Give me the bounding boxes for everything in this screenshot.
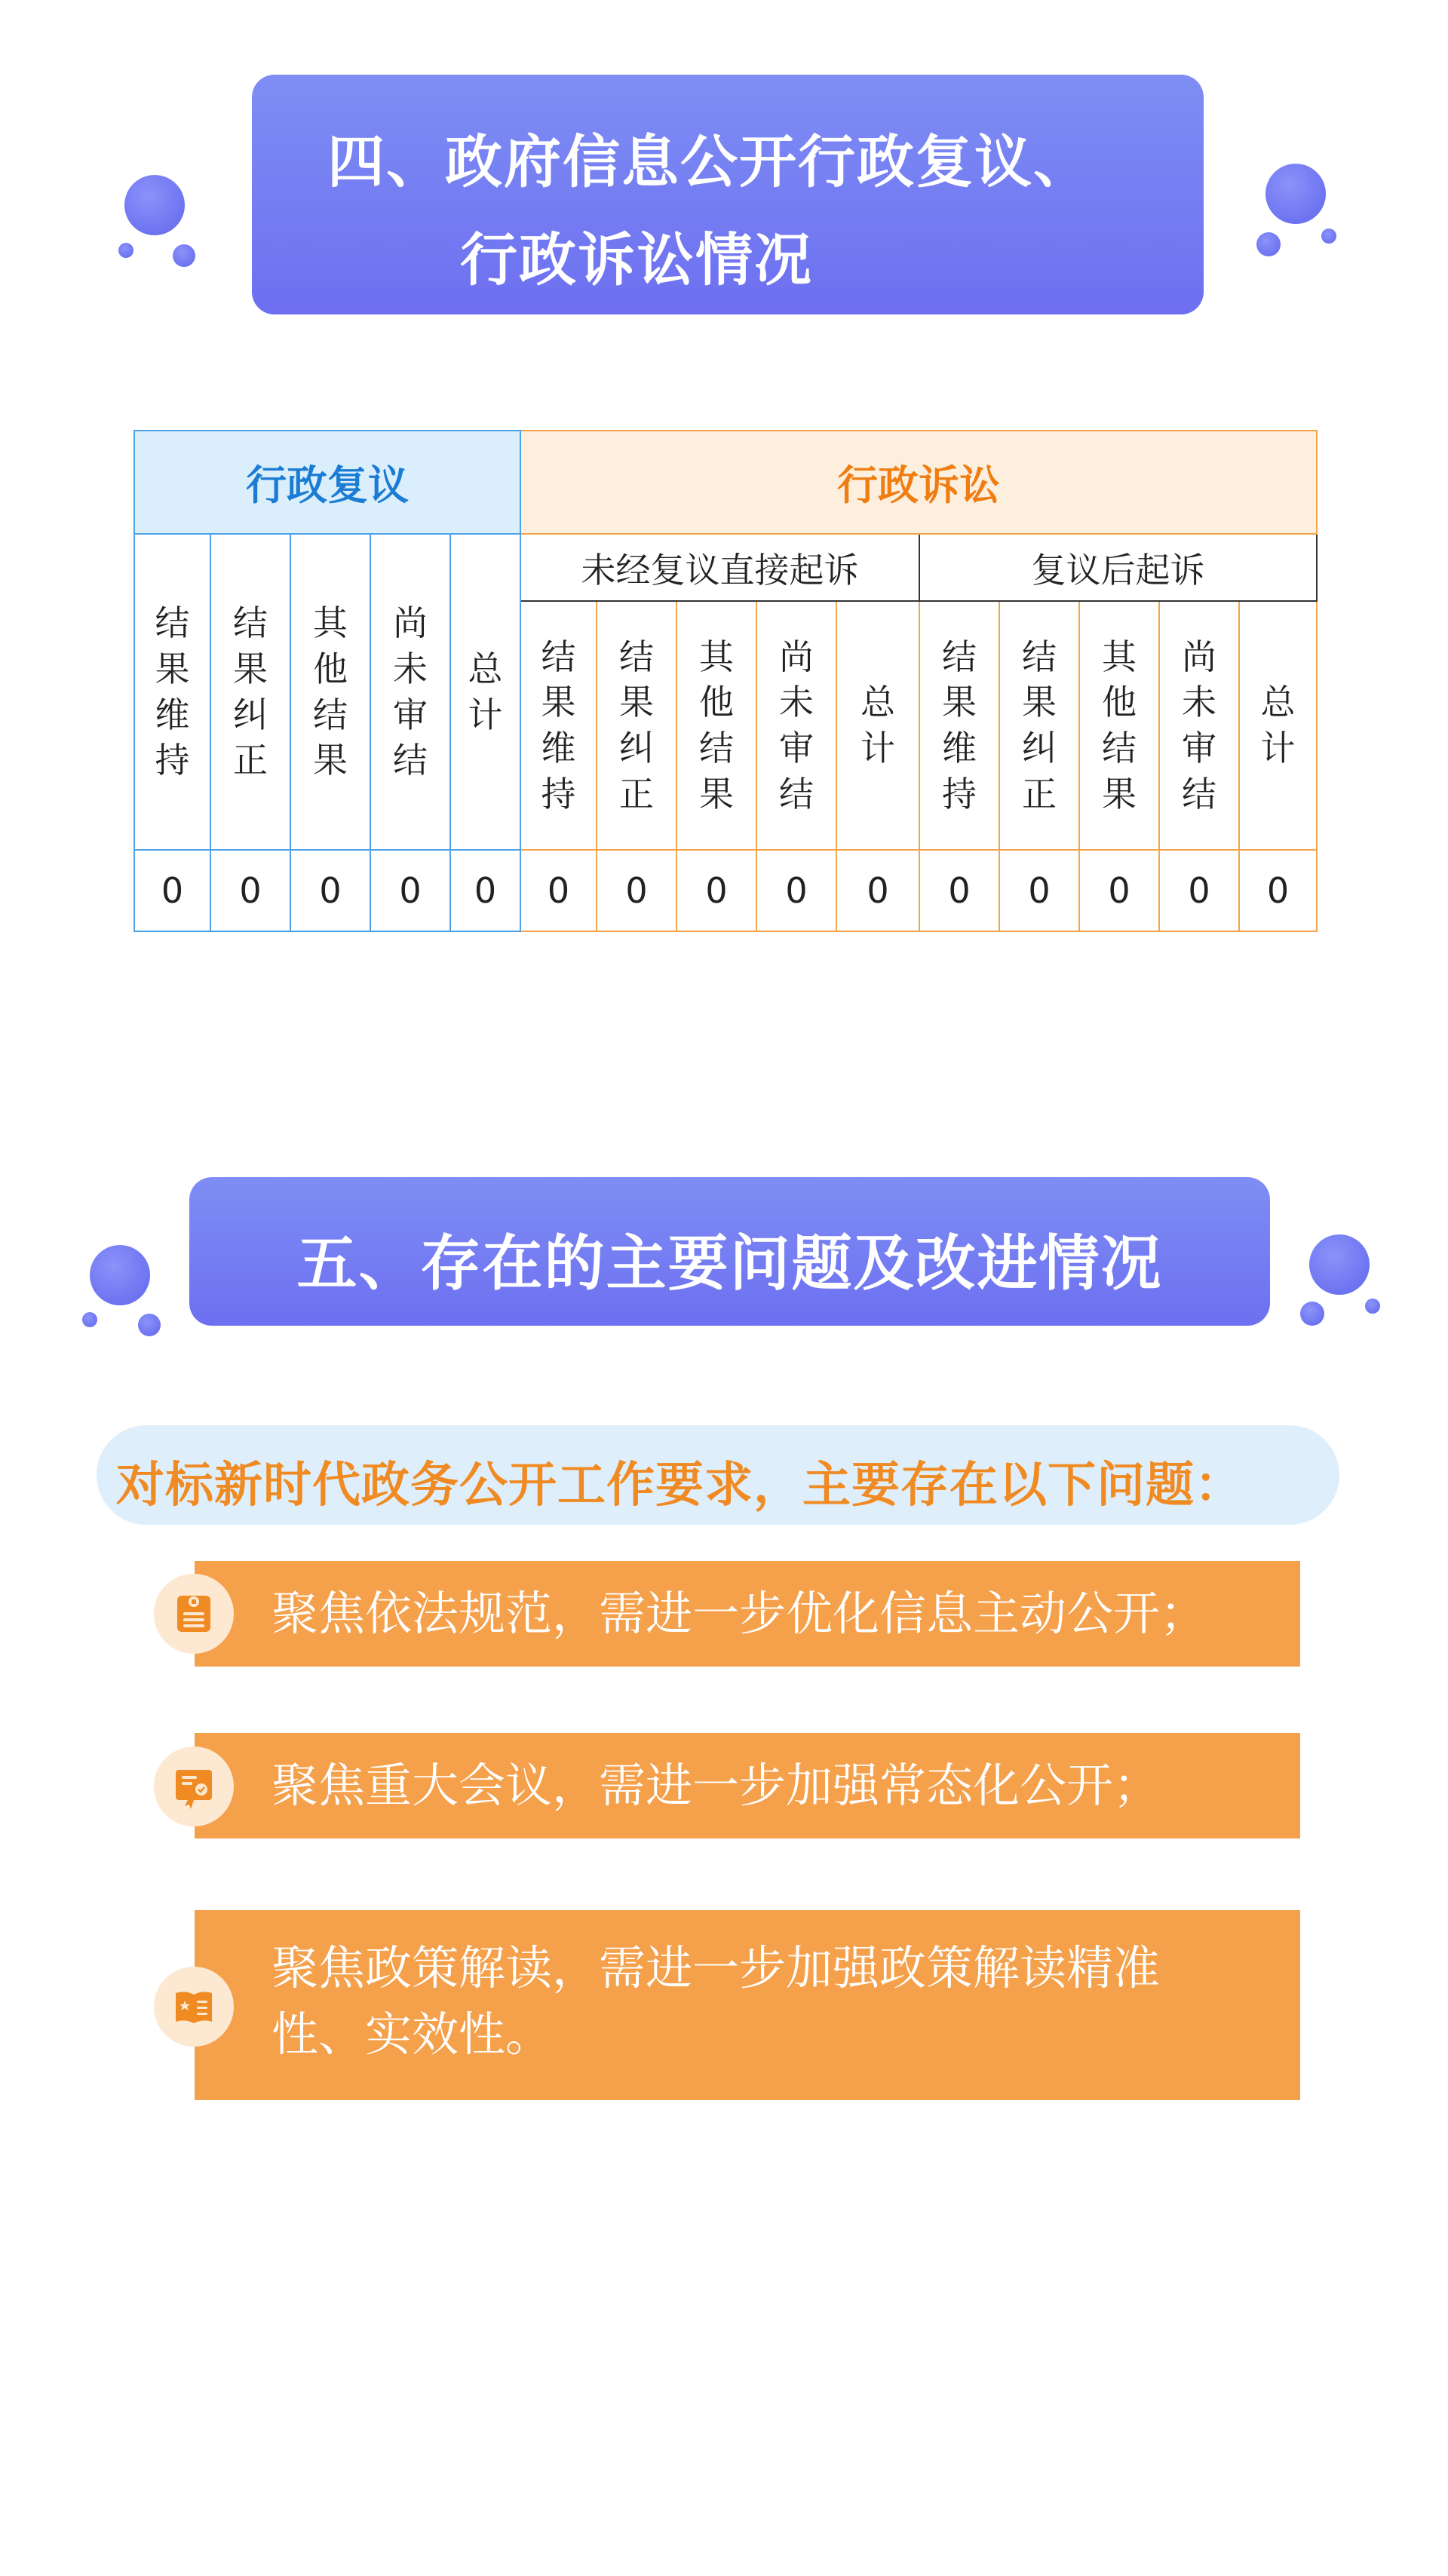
review-value-cell: 0 bbox=[290, 850, 370, 931]
problems-intro bbox=[97, 1425, 1339, 1525]
decor-dot bbox=[1365, 1299, 1380, 1314]
section5-title-banner bbox=[189, 1177, 1270, 1326]
review-value-cell: 0 bbox=[450, 850, 520, 931]
problem-item-2 bbox=[195, 1733, 1300, 1838]
section5-title: 五、存在的主要问题及改进情况 bbox=[296, 1228, 1163, 1299]
problem-item-1 bbox=[195, 1561, 1300, 1667]
after-col-header: 其他结果 bbox=[1079, 601, 1159, 850]
decor-dot bbox=[173, 244, 195, 267]
direct-suit-header: 未经复议直接起诉 bbox=[520, 534, 919, 601]
after-col-header: 尚未审结 bbox=[1159, 601, 1239, 850]
section4-title-line2: 行政诉讼情况 bbox=[460, 226, 813, 293]
direct-value-cell: 0 bbox=[520, 850, 597, 931]
section4-title-line1: 四、政府信息公开行政复议、 bbox=[327, 128, 1092, 195]
review-col-header: 结果维持 bbox=[134, 534, 210, 850]
decor-dot bbox=[138, 1314, 161, 1336]
after-value-cell: 0 bbox=[1239, 850, 1317, 931]
document-list-icon bbox=[154, 1574, 234, 1654]
direct-col-header: 总计 bbox=[836, 601, 919, 850]
review-value-cell: 0 bbox=[210, 850, 290, 931]
after-value-cell: 0 bbox=[919, 850, 999, 931]
review-litigation-table bbox=[133, 430, 1318, 932]
open-book-icon bbox=[154, 1967, 234, 2047]
decor-dot bbox=[1309, 1234, 1370, 1295]
admin-review-header: 行政复议 bbox=[134, 431, 520, 534]
direct-col-header: 结果纠正 bbox=[597, 601, 676, 850]
certificate-icon bbox=[154, 1746, 234, 1826]
direct-col-header: 尚未审结 bbox=[756, 601, 836, 850]
after-review-header: 复议后起诉 bbox=[919, 534, 1317, 601]
decor-dot bbox=[118, 243, 133, 258]
after-value-cell: 0 bbox=[1159, 850, 1239, 931]
after-col-header: 总计 bbox=[1239, 601, 1317, 850]
direct-value-cell: 0 bbox=[836, 850, 919, 931]
direct-value-cell: 0 bbox=[756, 850, 836, 931]
decor-dot bbox=[1265, 164, 1326, 224]
review-col-header: 结果纠正 bbox=[210, 534, 290, 850]
decor-dot bbox=[1256, 232, 1281, 256]
problems-intro-text: 对标新时代政务公开工作要求，主要存在以下问题： bbox=[116, 1458, 1244, 1513]
problem-item-3 bbox=[195, 1910, 1300, 2100]
decor-dot bbox=[82, 1312, 97, 1327]
direct-col-header: 结果维持 bbox=[520, 601, 597, 850]
decor-dot bbox=[90, 1245, 150, 1305]
review-col-header: 总计 bbox=[450, 534, 520, 850]
admin-litigation-header: 行政诉讼 bbox=[520, 431, 1317, 534]
review-col-header: 尚未审结 bbox=[370, 534, 450, 850]
decor-dot bbox=[1321, 228, 1336, 244]
after-value-cell: 0 bbox=[999, 850, 1079, 931]
review-col-header: 其他结果 bbox=[290, 534, 370, 850]
section4-title-banner bbox=[252, 75, 1204, 314]
problem-item-text: 聚焦政策解读，需进一步加强政策解读精准性、实效性。 bbox=[272, 1940, 1161, 2062]
after-value-cell: 0 bbox=[1079, 850, 1159, 931]
after-col-header: 结果维持 bbox=[919, 601, 999, 850]
review-value-cell: 0 bbox=[134, 850, 210, 931]
direct-value-cell: 0 bbox=[676, 850, 756, 931]
problem-item-text: 聚焦依法规范，需进一步优化信息主动公开； bbox=[272, 1586, 1207, 1641]
direct-col-header: 其他结果 bbox=[676, 601, 756, 850]
after-col-header: 结果纠正 bbox=[999, 601, 1079, 850]
direct-value-cell: 0 bbox=[597, 850, 676, 931]
decor-dot bbox=[1300, 1302, 1324, 1326]
review-value-cell: 0 bbox=[370, 850, 450, 931]
problem-item-text: 聚焦重大会议，需进一步加强常态化公开； bbox=[272, 1758, 1161, 1813]
decor-dot bbox=[124, 175, 185, 235]
